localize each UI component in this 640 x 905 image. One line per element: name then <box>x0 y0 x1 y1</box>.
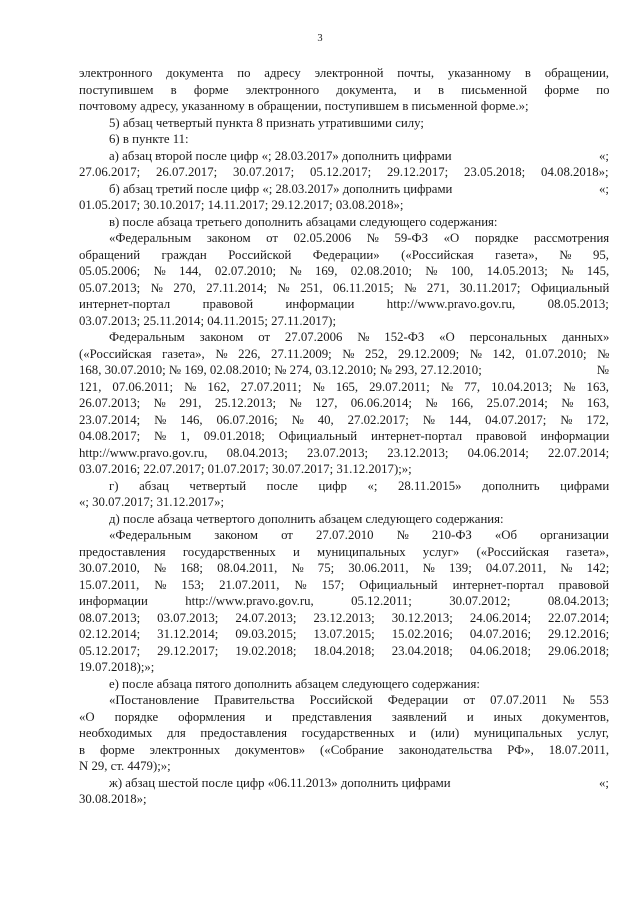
text-line <box>79 494 609 511</box>
text-line-main: 04.08.2017; № 1, 09.01.2018; Официальный интернет-портал правовой информации <box>79 429 610 443</box>
text-line <box>79 412 609 429</box>
text-line <box>79 82 609 99</box>
text-line-main: 26.07.2013; № 291, 25.12.2013; № 127, 06.06.2014; № 166, 25.07.2014; № 163, <box>79 396 610 410</box>
text-line <box>79 593 609 610</box>
text-line <box>79 263 609 280</box>
text-line-main: обращений граждан Российской Федерации» («Российская газета», № 95, <box>79 247 609 262</box>
text-line <box>79 181 609 198</box>
text-line-main: б) абзац третий после цифр «; 28.03.2017» дополнить цифрами <box>109 181 453 196</box>
text-line <box>79 544 609 561</box>
text-line <box>79 115 609 132</box>
text-line <box>79 313 609 330</box>
document-body <box>79 65 609 808</box>
text-line-main: 23.07.2014; № 146, 06.07.2016; № 40, 27.02.2017; № 144, 04.07.2017; № 172, <box>79 412 609 427</box>
text-line-main: предоставления государственных и муниципальных услуг» («Российская газета», <box>79 544 609 559</box>
text-line <box>79 148 609 165</box>
text-line-main: «Федеральным законом от 27.07.2010 № 210-ФЗ «Об организации <box>109 528 609 542</box>
text-line <box>79 791 609 808</box>
text-line-main: а) абзац второй после цифр «; 28.03.2017» дополнить цифрами <box>109 148 452 163</box>
text-line <box>79 659 609 676</box>
text-line-main: 03.07.2013; 25.11.2014; 04.11.2015; 27.11.2017); <box>79 313 336 328</box>
text-line <box>79 742 609 759</box>
text-line-main: 05.12.2017; 29.12.2017; 19.02.2018; 18.04.2018; 23.04.2018; 04.06.2018; 29.06.2018; <box>79 643 610 658</box>
text-line-main: ж) абзац шестой после цифр «06.11.2013» дополнить цифрами <box>109 775 451 790</box>
text-line <box>79 478 609 495</box>
text-line-main: N 29, ст. 4479);»; <box>79 759 171 773</box>
text-line-main: 03.07.2016; 22.07.2017; 01.07.2017; 30.07.2017; 31.12.2017);»; <box>79 462 412 476</box>
text-line <box>79 247 609 264</box>
text-line <box>79 643 609 660</box>
text-line <box>79 379 609 396</box>
text-line-main: в форме электронных документов» («Собрание законодательства РФ», 18.07.2011, <box>79 742 610 757</box>
text-line-main: 01.05.2017; 30.10.2017; 14.11.2017; 29.12.2017; 03.08.2018»; <box>79 198 404 212</box>
page-number: 3 <box>317 33 323 44</box>
text-line <box>79 296 609 313</box>
text-line-main: почтовому адресу, указанному в обращении, поступившем в письменной форме.»; <box>79 99 529 113</box>
text-line-main: http://www.pravo.gov.ru, 08.04.2013; 23.07.2013; 23.12.2013; 04.06.2014; 22.07.2014; <box>79 445 610 460</box>
text-line-main: интернет-портал правовой информации http://www.pravo.gov.ru, 08.05.2013; <box>79 297 609 311</box>
text-line-main: г) абзац четвертый после цифр «; 28.11.2015» дополнить цифрами <box>109 478 610 493</box>
text-line <box>79 164 609 181</box>
text-line-main: 05.07.2013; № 270, 27.11.2014; № 251, 06.11.2015; № 271, 30.11.2017; Официальный <box>79 280 610 295</box>
text-line-main: «О порядке оформления и представления заявлений и иных документов, <box>79 709 610 724</box>
text-line <box>79 395 609 412</box>
text-line-main: электронного документа по адресу электронной почты, указанному в обращении, <box>79 66 610 80</box>
text-line <box>79 65 609 82</box>
text-line-tail: № <box>596 363 609 377</box>
text-line-main: 02.12.2014; 31.12.2014; 09.03.2015; 13.07.2015; 15.02.2016; 04.07.2016; 29.12.2016; <box>79 627 610 641</box>
text-line-main: информации http://www.pravo.gov.ru, 05.12.2011; 30.07.2012; 08.04.2013; <box>79 594 609 608</box>
text-line <box>79 131 609 148</box>
text-line-main: 121, 07.06.2011; № 162, 27.07.2011; № 165, 29.07.2011; № 77, 10.04.2013; № 163, <box>79 379 609 394</box>
text-line <box>79 329 609 346</box>
text-line <box>79 709 609 726</box>
text-line <box>79 527 609 544</box>
text-line <box>79 577 609 594</box>
text-line <box>79 230 609 247</box>
text-line <box>79 610 609 627</box>
text-line <box>79 445 609 462</box>
text-line-main: 6) в пункте 11: <box>109 132 189 146</box>
text-line <box>79 197 609 214</box>
text-line-main: 168, 30.07.2010; № 169, 02.08.2010; № 274, 03.12.2010; № 293, 27.12.2010; <box>79 363 482 377</box>
text-line-main: 19.07.2018);»; <box>79 660 155 674</box>
text-line-main: («Российская газета», № 226, 27.11.2009; № 252, 29.12.2009; № 142, 01.07.2010; № <box>79 346 610 361</box>
text-line-main: е) после абзаца пятого дополнить абзацем следующего содержания: <box>109 676 480 691</box>
text-line-main: 30.07.2010, № 168; 08.04.2011, № 75; 30.06.2011, № 139; 04.07.2011, № 142; <box>79 561 610 575</box>
text-line <box>79 775 609 792</box>
text-line <box>79 214 609 231</box>
text-line-main: «; 30.07.2017; 31.12.2017»; <box>79 495 225 509</box>
text-line-main: поступившем в форме электронного документа, и в письменной форме по <box>79 82 610 97</box>
text-line-main: Федеральным законом от 27.07.2006 № 152-ФЗ «О персональных данных» <box>109 330 610 344</box>
text-line-main: необходимых для предоставления государственных и (или) муниципальных услуг, <box>79 726 610 740</box>
text-line-main: «Федеральным законом от 02.05.2006 № 59-ФЗ «О порядке рассмотрения <box>109 231 610 245</box>
text-line <box>79 346 609 363</box>
text-line-main: 27.06.2017; 26.07.2017; 30.07.2017; 05.12.2017; 29.12.2017; 23.05.2018; 04.08.2018»; <box>79 165 609 179</box>
text-line-tail: «; <box>599 775 609 790</box>
text-line <box>79 461 609 478</box>
text-line-tail: «; <box>599 181 609 196</box>
text-line <box>79 725 609 742</box>
text-line <box>79 428 609 445</box>
text-line <box>79 676 609 693</box>
text-line-main: 30.08.2018»; <box>79 792 147 806</box>
text-line <box>79 560 609 577</box>
text-line <box>79 692 609 709</box>
text-line <box>79 362 609 379</box>
text-line-main: 5) абзац четвертый пункта 8 признать утратившими силу; <box>109 115 424 130</box>
text-line <box>79 280 609 297</box>
text-line-main: в) после абзаца третьего дополнить абзацами следующего содержания: <box>109 214 498 229</box>
text-line <box>79 511 609 528</box>
text-line <box>79 626 609 643</box>
text-line <box>79 758 609 775</box>
text-line-tail: «; <box>599 148 609 163</box>
text-line-main: д) после абзаца четвертого дополнить абзацем следующего содержания: <box>109 511 504 526</box>
text-line-main: 05.05.2006; № 144, 02.07.2010; № 169, 02.08.2010; № 100, 14.05.2013; № 145, <box>79 264 610 278</box>
text-line-main: «Постановление Правительства Российской Федерации от 07.07.2011 № 553 <box>109 693 609 707</box>
text-line <box>79 98 609 115</box>
text-line-main: 08.07.2013; 03.07.2013; 24.07.2013; 23.12.2013; 30.12.2013; 24.06.2014; 22.07.2014; <box>79 610 610 625</box>
text-line-main: 15.07.2011, № 153; 21.07.2011, № 157; Официальный интернет-портал правовой <box>79 577 610 592</box>
